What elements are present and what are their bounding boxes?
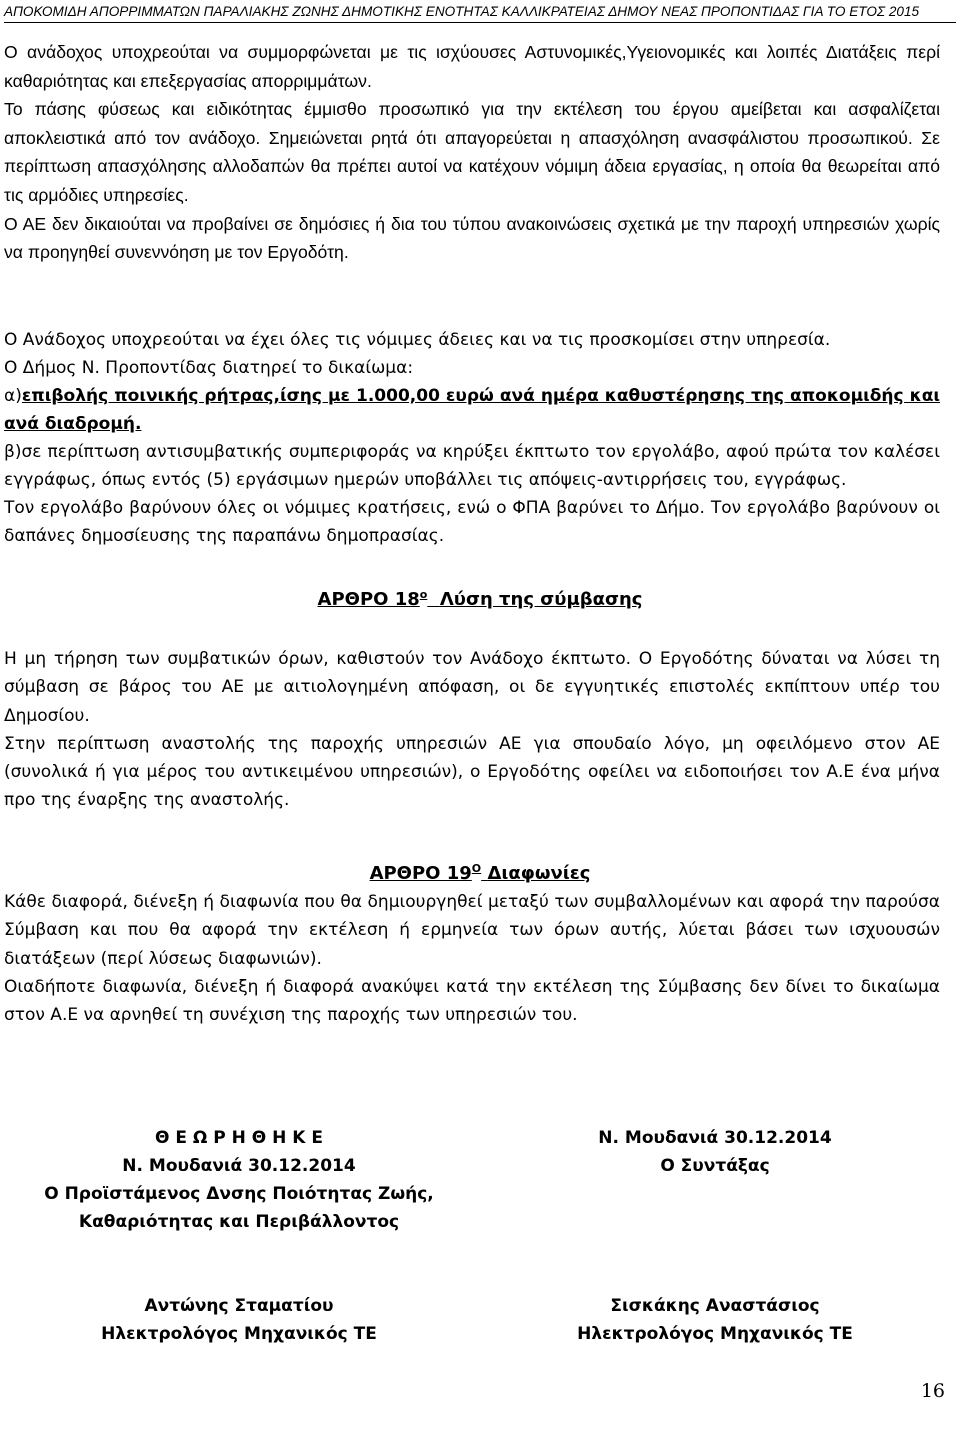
article-18-heading — [0, 588, 960, 610]
article-19-title: Διαφωνίες — [487, 863, 591, 884]
article-18-paragraph-1: Η μη τήρηση των συμβατικών όρων, καθιστούν τον Ανάδοχο έκπτωτο. Ο Εργοδότης δύναται να λύσει τη σύμβαση σε βάρος του ΑΕ με αιτιολογημένη απόφαση, οι δε εγγυητικές επιστολές εκπίπτουν υπέρ του Δημοσίου. — [4, 649, 940, 726]
paragraph-announcements: Ο ΑΕ δεν δικαιούται να προβαίνει σε δημόσιες ή δια του τύπου ανακοινώσεις σχετικά με την παροχή υπηρεσιών χωρίς να προηγηθεί συνεννόηση με τον Εργοδότη. — [4, 213, 940, 263]
left-signatory-role: Ηλεκτρολόγος Μηχανικός ΤΕ — [101, 1324, 377, 1344]
article-18-sup: ο — [419, 588, 428, 601]
running-header: ΑΠΟΚΟΜΙΔΗ ΑΠΟΡΡΙΜΜΑΤΩΝ ΠΑΡΑΛΙΑΚΗΣ ΖΩΝΗΣ ΔΗΜΟΤΙΚΗΣ ΕΝΟΤΗΤΑΣ ΚΑΛΛΙΚΡΑΤΕΙΑΣ ΔΗΜΟΥ ΝΕΑΣ ΠΡΟΠΟΝΤΙΔΑΣ ΓΙΑ ΤΟ ΕΤΟΣ 2015 — [4, 2, 956, 23]
article-18-paragraph-2: Στην περίπτωση αναστολής της παροχής υπηρεσιών ΑΕ για σπουδαίο λόγο, μη οφειλόμενο στον ΑΕ (συνολικά ή για μέρος του αντικειμένου υπηρεσιών), ο Εργοδότης οφείλει να ειδοποιήσει τον Α.Ε ένα μήνα προ της έναρξης της αναστολής. — [4, 733, 940, 811]
left-title-line-2: Καθαριότητας και Περιβάλλοντος — [78, 1212, 400, 1232]
obligations-section — [4, 38, 940, 267]
article-19-number: ΑΡΘΡΟ 19 — [369, 863, 472, 884]
paragraph-municipality-rights: Ο Δήμος Ν. Προποντίδας διατηρεί το δικαίωμα: — [4, 358, 414, 378]
paragraph-deductions: Τον εργολάβο βαρύνουν όλες οι νόμιμες κρατήσεις, ενώ ο ΦΠΑ βαρύνει το Δήμο. Τον εργολάβο βαρύνουν οι δαπάνες δημοσίευσης της παραπάνω δημοπρασίας. — [4, 498, 940, 546]
right-signatory-name: Σισκάκης Αναστάσιος — [610, 1296, 820, 1316]
penalty-prefix: α) — [4, 386, 22, 406]
article-18-number: ΑΡΘΡΟ 18 — [317, 589, 420, 610]
left-title-line-1: Ο Προϊστάμενος Δνσης Ποιότητας Ζωής, — [44, 1184, 434, 1204]
article-19-body — [4, 888, 940, 1029]
left-signatory-name: Αντώνης Σταματίου — [144, 1296, 334, 1316]
right-title: Ο Συντάξας — [660, 1156, 770, 1176]
signature-block-left — [4, 1124, 474, 1348]
article-19-sup: Ο — [471, 862, 482, 875]
right-signatory-role: Ηλεκτρολόγος Μηχανικός ΤΕ — [577, 1324, 853, 1344]
article-18-title: Λύση της σύμβασης — [439, 589, 643, 610]
obligations-section-continued — [4, 326, 940, 550]
article-19-paragraph-2: Οιαδήποτε διαφωνία, διένεξη ή διαφορά ανακύψει κατά την εκτέλεση της Σύμβασης δεν δίνει το δικαίωμα στον Α.Ε να αρνηθεί τη συνέχιση της παροχής των υπηρεσιών του. — [4, 976, 940, 1026]
paragraph-regulations: Ο ανάδοχος υποχρεούται να συμμορφώνεται με τις ισχύουσες Αστυνομικές,Υγειονομικές και λοιπές Διατάξεις περί καθαριότητας και επεξεργασίας απορριμμάτων. — [4, 42, 940, 91]
paragraph-penalty — [4, 382, 940, 438]
article-19-paragraph-1: Κάθε διαφορά, διένεξη ή διαφωνία που θα δημιουργηθεί μεταξύ των συμβαλλομένων και αφορά την παρούσα Σύμβαση και που θα αφορά την εκτέλεση ή ερμηνεία των όρων αυτής, λύεται βάσει των ισχυουσών διατάξεων (περί λύσεως διαφωνιών). — [4, 892, 940, 969]
page-number: 16 — [920, 1380, 945, 1402]
paragraph-personnel: Το πάσης φύσεως και ειδικότητας έμμισθο προσωπικό για την εκτέλεση του έργου αμείβεται και ασφαλίζεται αποκλειστικά από τον ανάδοχο. Σημειώνεται ρητά ότι απαγορεύεται η απασχόληση ανασφάλιστου προσωπικού. Σε περίπτωση απασχόλησης αλλοδαπών θα πρέπει αυτοί να κατέχουν νόμιμη άδεια εργασίας, η οποία θα θεωρείται από τις αρμόδιες υπηρεσίες. — [4, 99, 940, 205]
right-date: Ν. Μουδανιά 30.12.2014 — [598, 1128, 832, 1148]
left-date: Ν. Μουδανιά 30.12.2014 — [122, 1156, 356, 1176]
article-19-heading — [0, 862, 960, 884]
paragraph-permits: Ο Ανάδοχος υποχρεούται να έχει όλες τις νόμιμες άδειες και να τις προσκομίσει στην υπηρεσία. — [4, 330, 831, 350]
approved-label: Θ Ε Ω Ρ Η Θ Η Κ Ε — [154, 1128, 324, 1148]
paragraph-forfeiture: β)σε περίπτωση αντισυμβατικής συμπεριφοράς να κηρύξει έκπτωτο τον εργολάβο, αφού πρώτα τον καλέσει εγγράφως, όπως εντός (5) εργάσιμων ημερών υποβάλλει τις απόψεις-αντιρρήσεις του, εγγράφως. — [4, 442, 940, 490]
penalty-clause: επιβολής ποινικής ρήτρας,ίσης με 1.000,00 ευρώ ανά ημέρα καθυστέρησης της αποκομιδής και ανά διαδρομή. — [4, 386, 940, 434]
signature-block-right — [520, 1124, 910, 1348]
article-18-body — [4, 645, 940, 815]
